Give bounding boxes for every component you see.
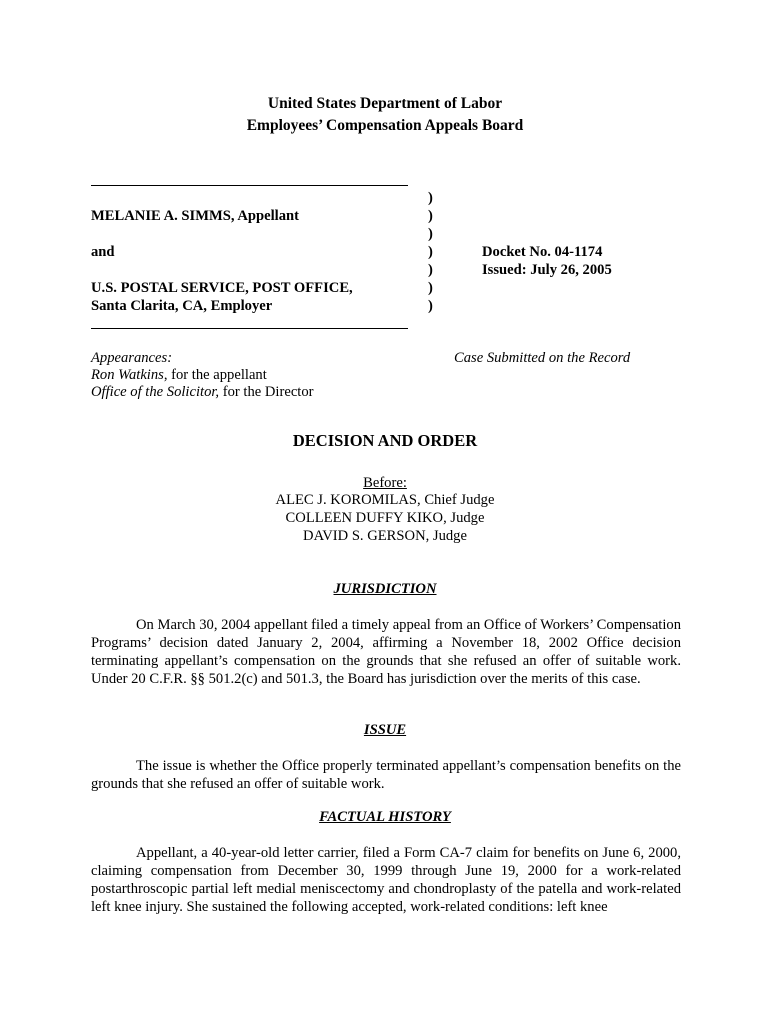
board-title: Employees’ Compensation Appeals Board — [246, 117, 524, 134]
paren: ) — [428, 280, 433, 296]
jurisdiction-paragraph — [91, 616, 681, 688]
paren: ) — [428, 190, 433, 206]
appearance-appellant — [91, 366, 267, 384]
decision-title: DECISION AND ORDER — [292, 431, 478, 450]
factual-history-heading: FACTUAL HISTORY — [319, 809, 451, 825]
director-counsel-role: for the Director — [219, 384, 314, 400]
employer-line-1: U.S. POSTAL SERVICE, POST OFFICE, — [91, 280, 353, 296]
issue-paragraph — [91, 757, 681, 793]
issued-date: Issued: July 26, 2005 — [482, 262, 612, 278]
issue-heading: ISSUE — [363, 722, 407, 738]
agency-title: United States Department of Labor — [267, 95, 503, 112]
caption-rule-top — [91, 185, 408, 186]
paren: ) — [428, 208, 433, 224]
appellant-counsel: Ron Watkins — [91, 367, 164, 383]
paren: ) — [428, 298, 433, 314]
appellant-name: MELANIE A. SIMMS, Appellant — [91, 208, 299, 224]
factual-history-text: Appellant, a 40-year-old letter carrier, filed a Form CA-7 claim for benefits on June 6, 2000, claiming compensation from December 30, 1999 through June 19, 2000 for a work-related postarthroscopic partial left medial meniscectomy and chondroplasty of the patella and work-related left knee injury. She sustained the following accepted, work-related conditions: left knee — [91, 845, 681, 915]
judge-1: ALEC J. KOROMILAS, Chief Judge — [275, 492, 495, 508]
caption-and: and — [91, 244, 115, 260]
paren: ) — [428, 262, 433, 278]
factual-history-paragraph — [91, 844, 681, 916]
jurisdiction-text: On March 30, 2004 appellant filed a timely appeal from an Office of Workers’ Compensation Programs’ decision dated January 2, 2004, affirming a November 18, 2002 Office decision terminating appellant’s compensation on the grounds that she refused an offer of suitable work. Under 20 C.F.R. §§ 501.2(c) and 501.3, the Board has jurisdiction over the merits of this case. — [91, 617, 681, 687]
caption-parens — [428, 189, 438, 315]
employer-line-2: Santa Clarita, CA, Employer — [91, 298, 273, 314]
before-label: Before: — [363, 475, 407, 491]
judge-3: DAVID S. GERSON, Judge — [303, 528, 467, 544]
case-submitted: Case Submitted on the Record — [454, 350, 631, 366]
judge-2: COLLEEN DUFFY KIKO, Judge — [285, 510, 485, 526]
appearance-director — [91, 383, 314, 401]
paren: ) — [428, 244, 433, 260]
appearances-label: Appearances: — [91, 350, 173, 366]
director-counsel: Office of the Solicitor, — [91, 384, 220, 400]
jurisdiction-heading: JURISDICTION — [333, 581, 437, 597]
issue-text: The issue is whether the Office properly terminated appellant’s compensation benefits on the grounds that she refused an offer of suitable work. — [91, 758, 681, 792]
caption-rule-bottom — [91, 328, 408, 329]
paren: ) — [428, 226, 433, 242]
appellant-counsel-role: , for the appellant — [163, 367, 267, 383]
docket-number: Docket No. 04-1174 — [482, 244, 603, 260]
